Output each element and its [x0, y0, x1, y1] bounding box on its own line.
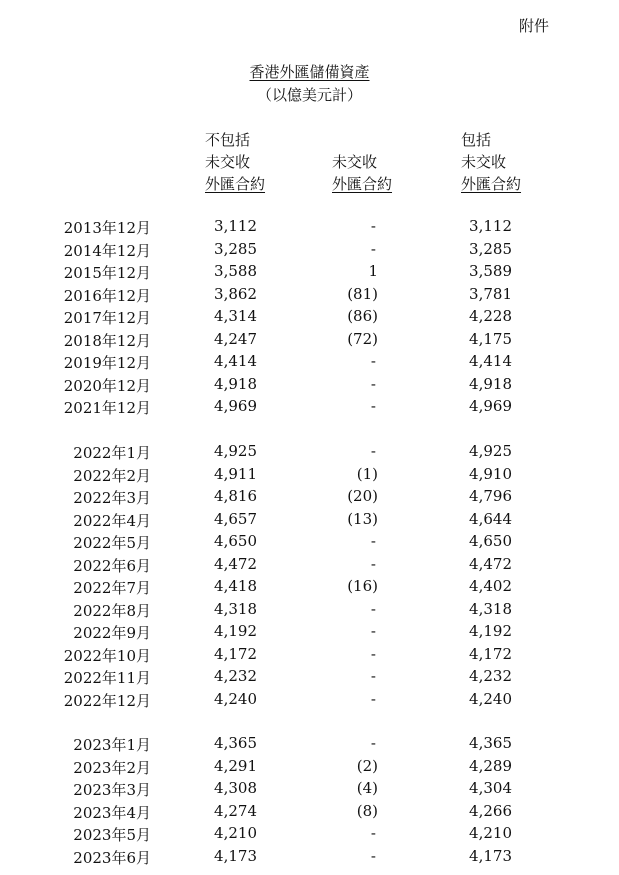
forward-value-cell: (1) — [356, 464, 378, 483]
including-value-cell: 4,650 — [469, 532, 512, 550]
including-value-cell: 4,402 — [469, 577, 512, 595]
table-row — [0, 307, 619, 329]
date-cell: 2023年1月 — [73, 736, 151, 754]
excluding-value-cell: 4,172 — [214, 644, 257, 663]
date-cell: 2023年2月 — [73, 758, 151, 777]
forward-value-cell: (4) — [356, 779, 378, 797]
table-row — [0, 510, 619, 532]
date-cell: 2022年12月 — [63, 691, 151, 710]
including-value-cell: 4,365 — [469, 734, 512, 752]
including-value-cell: 4,266 — [469, 801, 512, 820]
forward-value-cell: (8) — [356, 801, 378, 820]
including-value-cell: 3,285 — [469, 239, 512, 258]
forward-value-cell: - — [370, 554, 376, 573]
excluding-value-cell: 4,232 — [214, 667, 257, 685]
table-row — [0, 577, 619, 599]
table-row — [0, 847, 619, 869]
forward-value-cell: (13) — [347, 509, 378, 528]
date-cell: 2022年11月 — [63, 669, 151, 687]
including-value-cell: 4,918 — [469, 374, 512, 393]
forward-value-cell: (86) — [347, 307, 378, 325]
forward-value-cell: - — [370, 442, 376, 460]
including-value-cell: 4,414 — [469, 352, 512, 370]
excluding-value-cell: 4,925 — [214, 442, 257, 460]
date-cell: 2023年3月 — [73, 781, 151, 799]
table-row — [0, 240, 619, 262]
header-line: 不包括 — [205, 131, 251, 149]
date-cell: 2023年6月 — [73, 848, 151, 867]
forward-value-cell: - — [370, 397, 376, 415]
excluding-value-cell: 3,285 — [214, 239, 257, 258]
date-cell: 2022年5月 — [73, 534, 151, 552]
including-value-cell: 4,925 — [469, 442, 512, 460]
excluding-value-cell: 4,173 — [214, 846, 257, 865]
forward-value-cell: (81) — [347, 284, 378, 303]
excluding-value-cell: 4,816 — [214, 487, 257, 505]
excluding-value-cell: 4,274 — [214, 801, 257, 820]
table-row — [0, 217, 619, 239]
excluding-value-cell: 4,365 — [214, 734, 257, 752]
table-row — [0, 757, 619, 779]
forward-value-cell: - — [370, 689, 376, 708]
header-including-forwards — [461, 129, 521, 195]
header-line: 外匯合約 — [461, 175, 522, 193]
date-cell: 2022年8月 — [73, 601, 151, 620]
date-cell: 2019年12月 — [63, 354, 151, 372]
date-cell: 2014年12月 — [63, 241, 151, 260]
forward-value-cell: - — [370, 622, 376, 640]
excluding-value-cell: 3,588 — [214, 262, 257, 280]
excluding-value-cell: 4,969 — [214, 397, 257, 415]
excluding-value-cell: 4,240 — [214, 689, 257, 708]
including-value-cell: 4,289 — [469, 756, 512, 775]
header-line: 未交收 — [461, 153, 507, 171]
forward-value-cell: (2) — [356, 756, 378, 775]
table-row — [0, 465, 619, 487]
table-row — [0, 622, 619, 644]
including-value-cell: 4,472 — [469, 554, 512, 573]
table-row — [0, 779, 619, 801]
date-cell: 2022年1月 — [73, 444, 151, 462]
including-value-cell: 4,318 — [469, 599, 512, 618]
including-value-cell: 4,910 — [469, 464, 512, 483]
header-line: 未交收 — [205, 153, 251, 171]
excluding-value-cell: 3,862 — [214, 284, 257, 303]
including-value-cell: 4,644 — [469, 509, 512, 528]
including-value-cell: 3,112 — [469, 217, 512, 235]
table-row — [0, 375, 619, 397]
date-cell: 2022年3月 — [73, 489, 151, 507]
table-row — [0, 285, 619, 307]
including-value-cell: 4,240 — [469, 689, 512, 708]
table-row — [0, 262, 619, 284]
including-value-cell: 4,796 — [469, 487, 512, 505]
document-subtitle: （以億美元計） — [256, 86, 362, 104]
header-excluding-forwards — [205, 129, 265, 195]
excluding-value-cell: 4,247 — [214, 329, 257, 348]
table-row — [0, 802, 619, 824]
date-cell: 2016年12月 — [63, 286, 151, 305]
date-cell: 2022年2月 — [73, 466, 151, 485]
table-row — [0, 824, 619, 846]
excluding-value-cell: 4,911 — [214, 464, 257, 483]
forward-value-cell: (72) — [347, 329, 378, 348]
forward-value-cell: - — [370, 644, 376, 663]
header-line: 外匯合約 — [205, 175, 266, 193]
excluding-value-cell: 4,918 — [214, 374, 257, 393]
including-value-cell: 4,173 — [469, 846, 512, 865]
table-row — [0, 487, 619, 509]
including-value-cell: 4,172 — [469, 644, 512, 663]
header-line: 外匯合約 — [332, 175, 393, 193]
forward-value-cell: - — [370, 667, 376, 685]
excluding-value-cell: 4,210 — [214, 824, 257, 842]
annex-label: 附件 — [519, 17, 550, 35]
date-cell: 2013年12月 — [63, 219, 151, 237]
date-cell: 2023年5月 — [73, 826, 151, 844]
date-cell: 2022年9月 — [73, 624, 151, 642]
forward-value-cell: 1 — [368, 262, 378, 280]
date-cell: 2015年12月 — [63, 264, 151, 282]
table-row — [0, 600, 619, 622]
excluding-value-cell: 3,112 — [214, 217, 257, 235]
table-row — [0, 645, 619, 667]
including-value-cell: 4,228 — [469, 307, 512, 325]
including-value-cell: 4,304 — [469, 779, 512, 797]
forward-value-cell: - — [370, 239, 376, 258]
including-value-cell: 4,232 — [469, 667, 512, 685]
date-cell: 2022年10月 — [63, 646, 151, 665]
excluding-value-cell: 4,418 — [214, 577, 257, 595]
excluding-value-cell: 4,308 — [214, 779, 257, 797]
date-cell: 2022年7月 — [73, 579, 151, 597]
including-value-cell: 4,969 — [469, 397, 512, 415]
table-row — [0, 352, 619, 374]
table-row — [0, 667, 619, 689]
including-value-cell: 3,781 — [469, 284, 512, 303]
table-row — [0, 690, 619, 712]
date-cell: 2022年6月 — [73, 556, 151, 575]
including-value-cell: 4,192 — [469, 622, 512, 640]
including-value-cell: 4,175 — [469, 329, 512, 348]
table-row — [0, 330, 619, 352]
forward-value-cell: - — [370, 599, 376, 618]
forward-value-cell: (20) — [347, 487, 378, 505]
date-cell: 2021年12月 — [63, 399, 151, 417]
date-cell: 2018年12月 — [63, 331, 151, 350]
forward-value-cell: - — [370, 374, 376, 393]
excluding-value-cell: 4,314 — [214, 307, 257, 325]
table-row — [0, 442, 619, 464]
excluding-value-cell: 4,318 — [214, 599, 257, 618]
excluding-value-cell: 4,657 — [214, 509, 257, 528]
forward-value-cell: - — [370, 532, 376, 550]
table-row — [0, 734, 619, 756]
date-cell: 2023年4月 — [73, 803, 151, 822]
forward-value-cell: - — [370, 352, 376, 370]
excluding-value-cell: 4,472 — [214, 554, 257, 573]
header-line: 未交收 — [332, 153, 378, 171]
table-row — [0, 397, 619, 419]
date-cell: 2020年12月 — [63, 376, 151, 395]
excluding-value-cell: 4,414 — [214, 352, 257, 370]
forward-value-cell: (16) — [347, 577, 378, 595]
including-value-cell: 4,210 — [469, 824, 512, 842]
excluding-value-cell: 4,192 — [214, 622, 257, 640]
table-row — [0, 532, 619, 554]
header-line: 包括 — [461, 131, 492, 149]
header-outstanding-forwards — [332, 151, 392, 195]
forward-value-cell: - — [370, 824, 376, 842]
document-title: 香港外匯儲備資產 — [249, 63, 370, 81]
including-value-cell: 3,589 — [469, 262, 512, 280]
excluding-value-cell: 4,291 — [214, 756, 257, 775]
table-row — [0, 555, 619, 577]
excluding-value-cell: 4,650 — [214, 532, 257, 550]
forward-value-cell: - — [370, 734, 376, 752]
forward-value-cell: - — [370, 846, 376, 865]
forward-value-cell: - — [370, 217, 376, 235]
date-cell: 2017年12月 — [63, 309, 151, 327]
date-cell: 2022年4月 — [73, 511, 151, 530]
